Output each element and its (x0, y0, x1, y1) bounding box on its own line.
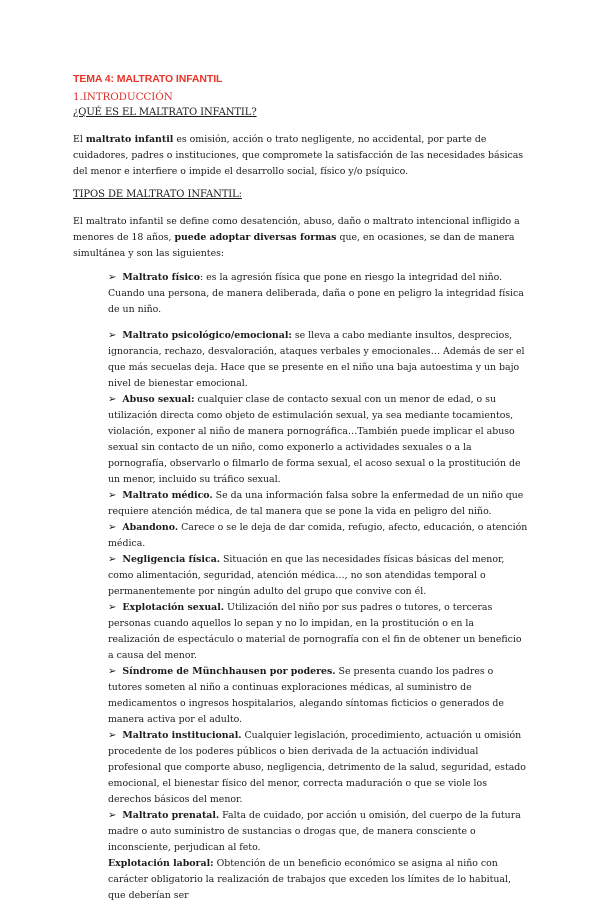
explotacion-laboral-paragraph (108, 856, 528, 904)
explotacion-text: Obtención de un beneficio económico se asigna al niño con carácter obligatorio la realización de trabajos que exceden los límites de lo habitual, que deberían ser (108, 858, 511, 901)
list-item (108, 664, 528, 728)
list-item-term: Maltrato institucional. (122, 730, 242, 741)
section-heading-introduccion: 1.INTRODUCCIÓN (73, 91, 173, 103)
list-item-text: Cualquier legislación, procedimiento, actuación u omisión procedente de los poderes públicos o bien derivada de la actuación individual profesional que comporte abuso, negligencia, detrimento de la salud, seguridad, estado emocional, el bienestar físico del menor, correcta maduración o que se viole los derechos básicos del menor. (108, 730, 526, 805)
list-item-term: Síndrome de Münchhausen por poderes. (122, 666, 336, 677)
types-list (108, 270, 528, 904)
definition-rest: es omisión, acción o trato negligente, no accidental, por parte de cuidadores, padres o instituciones, que compromete la satisfacción de las necesidades básicas del menor e interfiere o impide el desarrollo social, físico y/o psíquico. (73, 134, 524, 177)
explotacion-term: Explotación laboral: (108, 858, 214, 869)
list-item (108, 520, 528, 552)
subheading-tipos: TIPOS DE MALTRATO INFANTIL: (73, 189, 242, 200)
list-item-text: Carece o se le deja de dar comida, refugio, afecto, educación, o atención médica. (108, 522, 528, 549)
arrowhead-bullet-icon: ➢ (108, 810, 117, 821)
definition-paragraph (73, 132, 525, 180)
list-item-term: Abandono. (122, 522, 179, 533)
list-item (108, 552, 528, 600)
subheading-que-es: ¿QUÉ ES EL MALTRATO INFANTIL? (73, 107, 257, 118)
list-item-term: Negligencia física. (122, 554, 221, 565)
arrowhead-bullet-icon: ➢ (108, 602, 117, 613)
arrowhead-bullet-icon: ➢ (108, 554, 117, 565)
arrowhead-bullet-icon: ➢ (108, 330, 117, 341)
list-item-text: Falta de cuidado, por acción u omisión, del cuerpo de la futura madre o auto suministro de sustancias o drogas que, de manera consciente o inconsciente, perjudican al feto. (108, 810, 521, 853)
list-item (108, 600, 528, 664)
arrowhead-bullet-icon: ➢ (108, 272, 117, 283)
arrowhead-bullet-icon: ➢ (108, 490, 117, 501)
tipos-intro-bold: puede adoptar diversas formas (174, 232, 337, 243)
list-item-text: : es la agresión física que pone en riesgo la integridad del niño. Cuando una persona, de manera deliberada, daña o pone en peligro la integridad física de un niño. (108, 272, 524, 315)
list-item-term: Maltrato físico (122, 272, 200, 283)
list-item-text: cualquier clase de contacto sexual con un menor de edad, o su utilización directa como objeto de estimulación sexual, ya sea mediante tocamientos, violación, exponer al niño de manera pornográfica…También puede implicar el abuso sexual sin contacto de un niño, como exponerlo a actividades sexuales o a la pornografía, observarlo o filmarlo de forma sexual, el acoso sexual o la prostitución de un menor, incluido su tráfico sexual. (108, 394, 521, 485)
arrowhead-bullet-icon: ➢ (108, 522, 117, 533)
list-item (108, 392, 528, 488)
list-item-term: Maltrato psicológico/emocional: (122, 330, 292, 341)
tipos-intro-lead: El maltrato infantil se define como desatención, abuso, daño o maltrato intencional infligido a menores de 18 años, (73, 216, 520, 243)
list-item-text: Se da una información falsa sobre la enfermedad de un niño que requiere atención médica, de tal manera que se pone la vida en peligro del niño. (108, 490, 524, 517)
list-item (108, 728, 528, 808)
list-item-term: Maltrato prenatal. (122, 810, 220, 821)
definition-lead: El (73, 134, 86, 145)
arrowhead-bullet-icon: ➢ (108, 666, 117, 677)
list-item (108, 488, 528, 520)
list-item (108, 328, 528, 392)
list-item-text: Utilización del niño por sus padres o tutores, o terceras personas cuando aquellos lo sepan y no lo impidan, en la prostitución o en la realización de espectáculo o material de pornografía con el fin de obtener un beneficio a causa del menor. (108, 602, 522, 661)
arrowhead-bullet-icon: ➢ (108, 730, 117, 741)
list-item-term: Maltrato médico. (122, 490, 213, 501)
list-item-term: Explotación sexual. (122, 602, 225, 613)
list-item-text: se lleva a cabo mediante insultos, desprecios, ignorancia, rechazo, desvaloración, ataques verbales y emocionales… Además de ser el que más secuelas deja. Hace que se presente en el niño una baja autoestima y un bajo nivel de bienestar emocional. (108, 330, 525, 389)
list-item (108, 808, 528, 856)
list-item (108, 270, 528, 318)
list-item-text: Situación en que las necesidades físicas básicas del menor, como alimentación, seguridad, atención médica…, no son atendidas temporal o permanentemente por ningún adulto del grupo que convive con él. (108, 554, 505, 597)
list-item-text: Se presenta cuando los padres o tutores someten al niño a continuas exploraciones médicas, al suministro de medicamentos o ingresos hospitalarios, alegando síntomas ficticios o generados de manera activa por el adulto. (108, 666, 504, 725)
tipos-intro-rest: que, en ocasiones, se dan de manera simultánea y son las siguientes: (73, 232, 515, 259)
tipos-intro-paragraph (73, 214, 525, 262)
list-item-term: Abuso sexual: (122, 394, 195, 405)
topic-title: TEMA 4: MALTRATO INFANTIL (73, 73, 223, 85)
definition-term: maltrato infantil (85, 134, 174, 145)
arrowhead-bullet-icon: ➢ (108, 394, 117, 405)
